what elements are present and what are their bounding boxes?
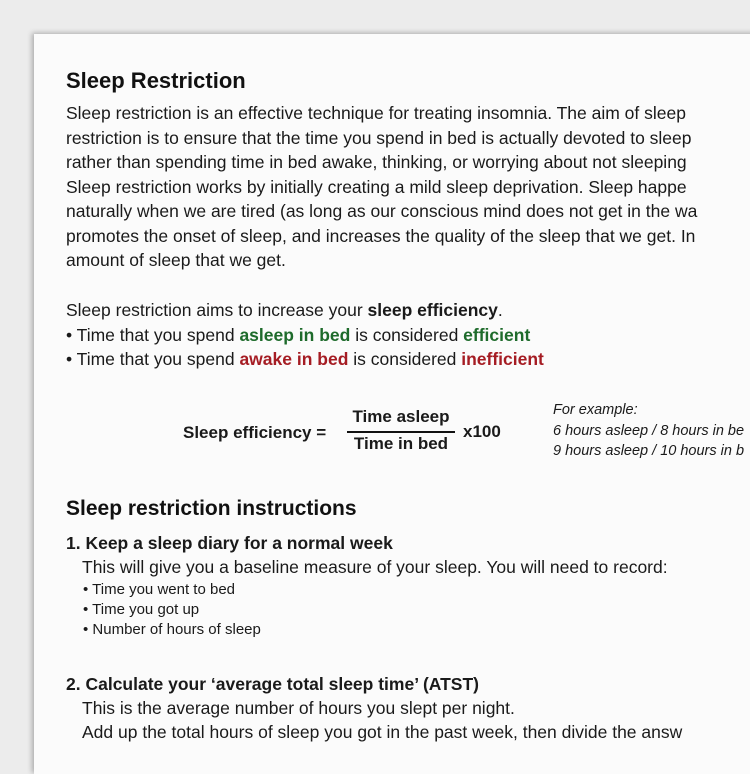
intro-line: promotes the onset of sleep, and increases the quality of the sleep that we get. In [66,225,696,246]
example-line: 9 hours asleep / 10 hours in b [553,443,745,459]
bullet-text: is considered [348,349,462,369]
intro-line: naturally when we are tired (as long as our conscious mind does not get in the wa [66,201,698,221]
bullet-text: • Time that you spend [66,349,240,369]
bullet-text: is considered [350,324,464,345]
formula-multiplier: x100 [463,422,501,441]
step-2-title: 2. Calculate your ‘average total sleep time’ (ATST) [66,674,480,694]
list-item: • Time you got up [83,601,200,618]
asleep-in-bed-highlight: asleep in bed [239,324,351,345]
efficiency-intro-text: Sleep restriction aims to increase your [66,300,368,320]
step-1-title: 1. Keep a sleep diary for a normal week [66,533,393,553]
example-line: 6 hours asleep / 8 hours in be [553,422,745,439]
page-title: Sleep Restriction [66,68,246,93]
efficiency-term: sleep efficiency [367,300,498,320]
fraction-bar [347,431,455,433]
intro-line: amount of sleep that we get. [66,250,286,270]
intro-line: restriction is to ensure that the time you spend in bed is actually devoted to sleep [66,127,692,148]
efficiency-intro [66,298,544,323]
step-2-line: This is the average number of hours you slept per night. [82,698,515,718]
step-1-bullets [83,580,261,640]
inefficient-highlight: inefficient [461,349,544,369]
list-item: • Time you went to bed [83,581,235,598]
awake-in-bed-highlight: awake in bed [239,349,349,369]
efficient-highlight: efficient [463,324,531,345]
intro-line: Sleep restriction works by initially creating a mild sleep deprivation. Sleep happe [66,176,687,197]
step-1-body: This will give you a baseline measure of your sleep. You will need to record: [82,557,668,577]
intro-line: Sleep restriction is an effective technique for treating insomnia. The aim of sleep [66,103,686,123]
intro-line: rather than spending time in bed awake, thinking, or worrying about not sleeping [66,152,687,172]
intro-paragraph [66,101,697,273]
bullet-text: • Time that you spend [66,324,240,345]
efficiency-intro-period: . [497,300,503,320]
formula-numerator: Time asleep [352,407,450,426]
efficient-bullet [66,323,544,348]
inefficient-bullet [66,347,544,372]
efficiency-section [66,298,544,372]
example-box [553,400,744,462]
formula-denominator: Time in bed [353,434,449,453]
instructions-heading: Sleep restriction instructions [66,497,357,520]
example-heading: For example: [553,402,638,418]
list-item: • Number of hours of sleep [83,621,261,638]
worksheet-page [34,34,750,774]
formula-label: Sleep efficiency = [183,423,327,442]
step-2-line: Add up the total hours of sleep you got in the past week, then divide the answ [82,722,683,742]
